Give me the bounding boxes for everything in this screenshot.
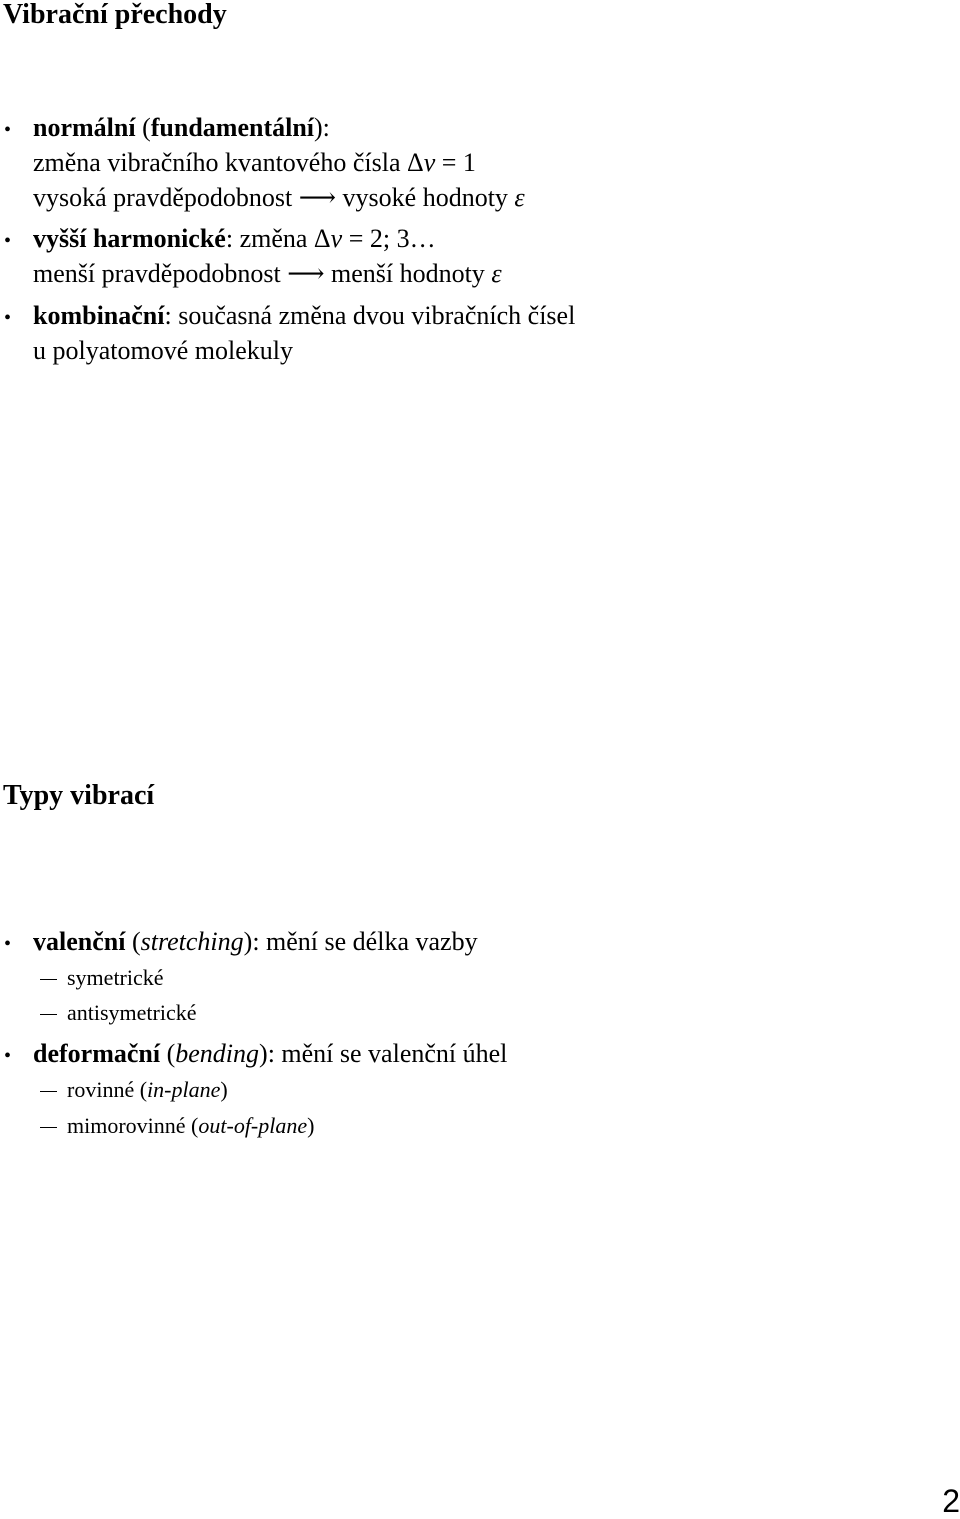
item-kombinacni-line2: u polyatomové molekuly [33, 336, 293, 365]
item-normalni-line2 [33, 148, 476, 178]
paren-open: ( [160, 1039, 176, 1068]
epsilon-symbol: ε [491, 259, 502, 288]
text: menší pravděpodobnost [33, 259, 288, 288]
text: menší hodnoty [324, 259, 492, 288]
text: vysoké hodnoty [336, 183, 515, 212]
epsilon-symbol: ε [514, 183, 525, 212]
text: = 1 [435, 148, 476, 177]
text: : současná změna dvou vibračních čísel [164, 301, 576, 330]
english-term-bending: bending [175, 1039, 260, 1068]
term-fundamentalni: fundamentální [150, 113, 315, 142]
text: ): mění se délka vazby [243, 927, 478, 956]
arrow-icon: ⟶ [287, 259, 325, 288]
variable-v: v [423, 148, 436, 177]
paren-close: ): [314, 113, 330, 142]
text: rovinné ( [67, 1077, 148, 1102]
term-kombinacni: kombinační [33, 301, 165, 330]
subitem-rovinne [67, 1077, 228, 1103]
english-term-stretching: stretching [140, 927, 244, 956]
subitem-antisymetricke: antisymetrické [67, 1000, 197, 1025]
term-deformacni: deformační [33, 1039, 161, 1068]
item-normalni-line1 [33, 113, 330, 143]
variable-v: v [330, 224, 343, 253]
paren-open: ( [135, 113, 151, 142]
text: ): mění se valenční úhel [259, 1039, 508, 1068]
term-vyssi-harmonicke: vyšší harmonické [33, 224, 226, 253]
item-kombinacni-line1 [33, 301, 575, 331]
dash-marker [40, 1091, 57, 1092]
delta-symbol: Δ [313, 224, 331, 253]
text: = 2; 3… [342, 224, 436, 253]
dash-marker [40, 1014, 57, 1015]
paren-open: ( [125, 927, 141, 956]
section-title-typy-vibraci: Typy vibrací [3, 780, 155, 811]
item-valencni [33, 927, 478, 957]
dash-marker [40, 979, 57, 980]
delta-symbol: Δ [406, 148, 424, 177]
text: vysoká pravděpodobnost [33, 183, 299, 212]
subitem-mimorovinne [67, 1113, 314, 1139]
bullet: • [4, 307, 12, 329]
text: mimorovinné ( [67, 1113, 199, 1138]
text: ) [307, 1113, 315, 1138]
bullet: • [4, 119, 12, 141]
section-title-vibracni-prechody: Vibrační přechody [3, 0, 227, 30]
item-deformacni [33, 1039, 507, 1069]
arrow-icon: ⟶ [298, 183, 337, 212]
item-harmonicke-line1 [33, 224, 436, 254]
text: : změna [225, 224, 314, 253]
item-harmonicke-line2 [33, 259, 502, 289]
english-term-in-plane: in-plane [147, 1077, 221, 1102]
subitem-symetricke: symetrické [67, 965, 164, 990]
bullet: • [4, 933, 12, 955]
english-term-out-of-plane: out-of-plane [198, 1113, 308, 1138]
term-normalni: normální [33, 113, 136, 142]
bullet: • [4, 230, 12, 252]
text: ) [220, 1077, 228, 1102]
item-normalni-line3 [33, 183, 525, 213]
term-valencni: valenční [33, 927, 126, 956]
bullet: • [4, 1045, 12, 1067]
text: změna vibračního kvantového čísla [33, 148, 407, 177]
dash-marker [40, 1127, 57, 1128]
page-number: 2 [942, 1483, 960, 1519]
